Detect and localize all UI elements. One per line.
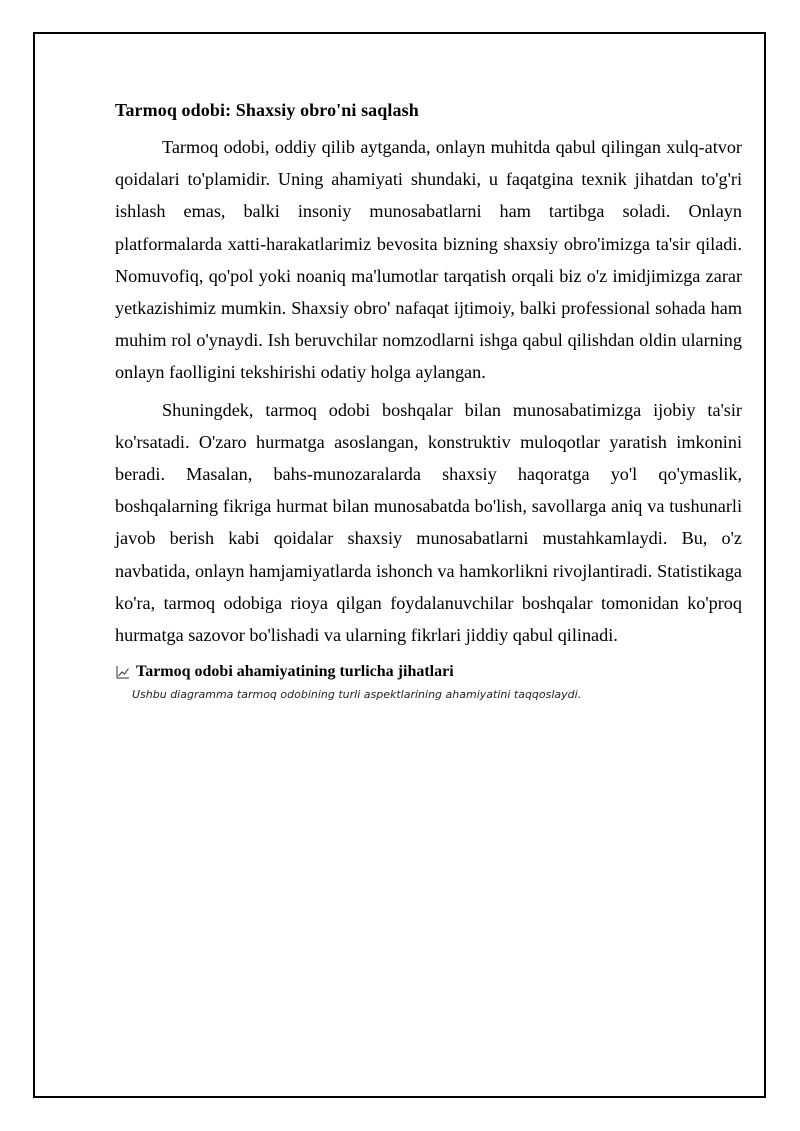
figure-caption: Ushbu diagramma tarmoq odobining turli aspektlarining ahamiyatini taqqoslaydi.: [132, 688, 582, 702]
document-title: Tarmoq odobi: Shaxsiy obro'ni saqlash: [115, 100, 419, 120]
figure-block: [115, 661, 742, 703]
paragraph-1: Tarmoq odobi, oddiy qilib aytganda, onlayn muhitda qabul qilingan xulq-atvor qoidalari to'plamidir. Uning ahamiyati shundaki, u faqatgina texnik jihatdan to'g'ri ishlash emas, balki insoniy munosabatlarni ham tartibga soladi. Onlayn platformalarda xatti-harakatlarimiz bevosita bizning shaxsiy obro'imizga ta'sir qiladi. Nomuvofiq, qo'pol yoki noaniq ma'lumotlar tarqatish orqali biz o'z imidjimizga zarar yetkazishimiz mumkin. Shaxsiy obro' nafaqat ijtimoiy, balki professional sohada ham muhim rol o'ynaydi. Ish beruvchilar nomzodlarni ishga qabul qilishdan oldin ularning onlayn faolligini tekshirishi odatiy holga aylangan.: [115, 137, 742, 383]
figure-heading: [115, 661, 742, 683]
chart-line-icon: [116, 665, 130, 679]
document-body: [115, 97, 742, 703]
figure-title: Tarmoq odobi ahamiyatining turlicha jihatlari: [136, 663, 454, 681]
paragraph-2: Shuningdek, tarmoq odobi boshqalar bilan munosabatimizga ijobiy ta'sir ko'rsatadi. O'zaro hurmatga asoslangan, konstruktiv muloqotlar yaratish imkonini beradi. Masalan, bahs-munozaralarda shaxsiy haqoratga yo'l qo'ymaslik, boshqalarning fikriga hurmat bilan munosabatda bo'lish, savollarga aniq va tushunarli javob berish kabi qoidalar shaxsiy munosabatlarni mustahkamlaydi. Bu, o'z navbatida, onlayn hamjamiyatlarda ishonch va hamkorlikni rivojlantiradi. Statistikaga ko'ra, tarmoq odobiga rioya qilgan foydalanuvchilar boshqalar tomonidan ko'proq hurmatga sazovor bo'lishadi va ularning fikrlari jiddiy qabul qilinadi.: [115, 399, 742, 646]
